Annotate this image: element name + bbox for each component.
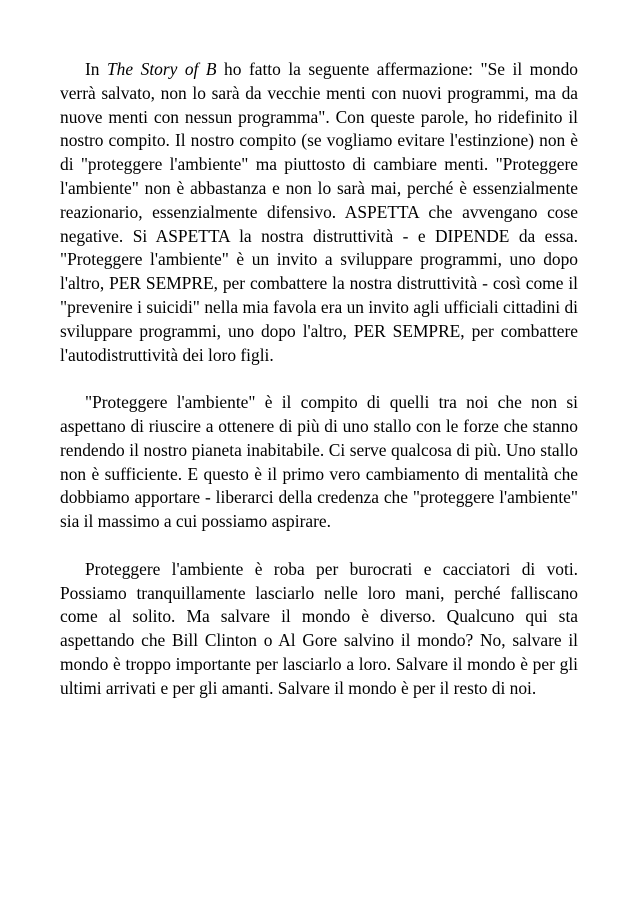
paragraph-1 bbox=[60, 58, 578, 367]
book-title: The Story of B bbox=[107, 59, 217, 79]
paragraph-3: Proteggere l'ambiente è roba per burocrati e cacciatori di voti. Possiamo tranquillamente lasciarlo nelle loro mani, perché falliscano come al solito. Ma salvare il mondo è diverso. Qualcuno qui sta aspettando che Bill Clinton o Al Gore salvino il mondo? No, salvare il mondo è troppo importante per lasciarlo a loro. Salvare il mondo è per gli ultimi arrivati e per gli amanti. Salvare il mondo è per il resto di noi. bbox=[60, 558, 578, 698]
paragraph-1-body: ho fatto la seguente affermazione: "Se il mondo verrà salvato, non lo sarà da vecchie menti con nuovi programmi, ma da nuove menti con nessun programma". Con queste parole, ho ridefinito il nostro compito. Il nostro compito (se vogliamo evitare l'estinzione) non è di "proteggere l'ambiente" ma piuttosto di cambiare menti. "Proteggere l'ambiente" non è abbastanza e non lo sarà mai, perché è essenzialmente reazionario, essenzialmente difensivo. ASPETTA che avvengano cose negative. Si ASPETTA la nostra distruttività - e DIPENDE da essa. "Proteggere l'ambiente" è un invito a sviluppare programmi, uno dopo l'altro, PER SEMPRE, per combattere la nostra distruttività - così come il "prevenire i suicidi" nella mia favola era un invito agli ufficiali cittadini di sviluppare programmi, uno dopo l'altro, PER SEMPRE, per combattere l'autodistruttività dei loro figli. bbox=[60, 59, 578, 365]
document-page bbox=[60, 58, 578, 701]
paragraph-1-lead: In bbox=[85, 59, 108, 79]
paragraph-2: "Proteggere l'ambiente" è il compito di quelli tra noi che non si aspettano di riuscire a ottenere di più di uno stallo con le forze che stanno rendendo il nostro pianeta inabitabile. Ci serve qualcosa di più. Uno stallo non è sufficiente. E questo è il primo vero cambiamento di mentalità che dobbiamo apportare - liberarci della credenza che "proteggere l'ambiente" sia il massimo a cui possiamo aspirare. bbox=[60, 392, 578, 532]
